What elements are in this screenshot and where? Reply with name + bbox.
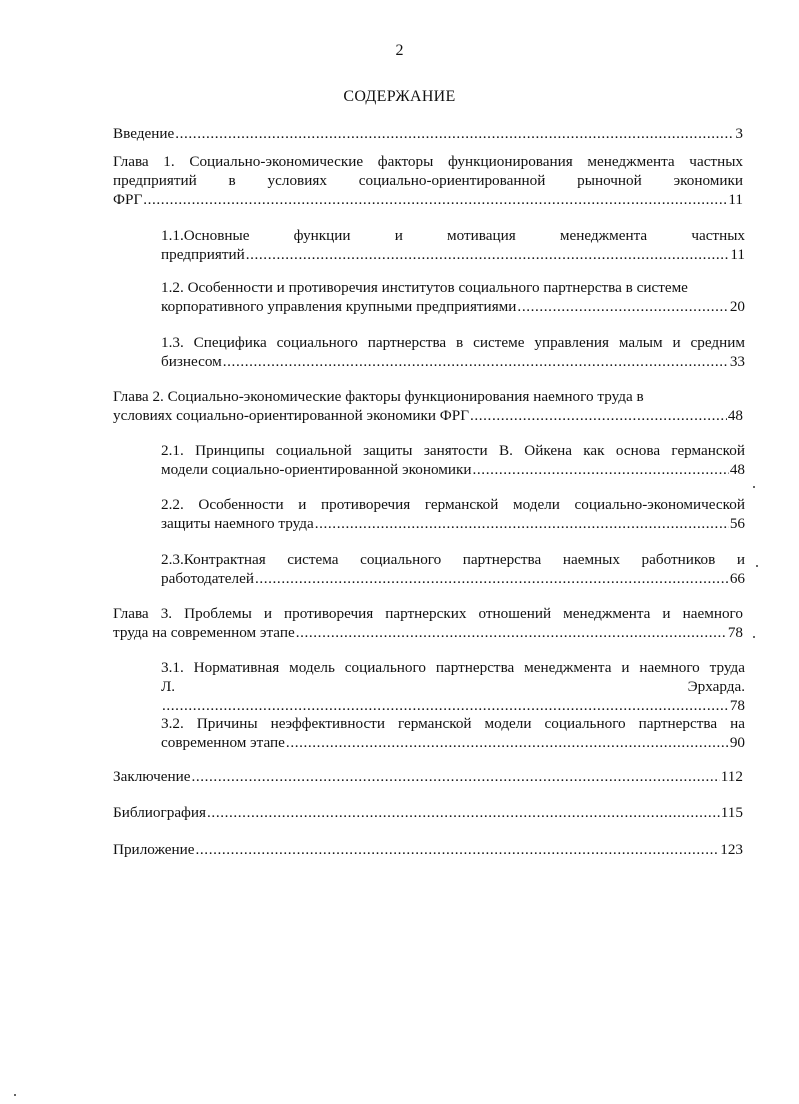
toc-entry-section-3-2 xyxy=(161,714,745,752)
entry-line: 3.1. Нормативная модель социального партнерства менеджмента и наемного труда xyxy=(161,659,745,676)
entry-title: труда на современном этапе xyxy=(113,624,295,641)
dot-leader xyxy=(296,623,727,642)
entry-line: Глава 1. Социально-экономические факторы функционирования менеджмента частных xyxy=(113,153,743,170)
dot-leader xyxy=(473,460,729,479)
toc-entry-conclusion xyxy=(113,767,743,786)
dot-leader xyxy=(162,696,729,715)
entry-page: 20 xyxy=(729,298,745,315)
entry-page: 48 xyxy=(727,407,743,424)
entry-title: Заключение xyxy=(113,768,191,785)
scan-speck xyxy=(756,565,758,567)
entry-line: Глава 3. Проблемы и противоречия партнерских отношений менеджмента и наемного xyxy=(113,605,743,622)
entry-page: 33 xyxy=(729,353,745,370)
dot-leader xyxy=(246,245,730,264)
entry-line: Глава 2. Социально-экономические факторы функционирования наемного труда в xyxy=(113,388,644,405)
toc-entry-section-2-2 xyxy=(161,495,745,533)
dot-leader xyxy=(517,297,728,316)
entry-page: 56 xyxy=(729,515,745,532)
entry-line: 3.2. Причины неэффективности германской модели социального партнерства на xyxy=(161,715,745,732)
entry-page: 78 xyxy=(727,624,743,641)
toc-entry-introduction xyxy=(113,124,743,143)
toc-entry-section-1-1 xyxy=(161,226,745,264)
dot-leader xyxy=(143,190,727,209)
dot-leader xyxy=(207,803,720,822)
toc-entry-chapter-1 xyxy=(113,152,743,209)
toc-entry-section-1-3 xyxy=(161,333,745,371)
entry-title: предприятий xyxy=(161,246,245,263)
entry-line: 1.1.Основные функции и мотивация менеджмента частных xyxy=(161,227,745,244)
entry-line: 1.2. Особенности и противоречия институтов социального партнерства в системе xyxy=(161,279,688,296)
toc-entry-bibliography xyxy=(113,803,743,822)
dot-leader xyxy=(255,569,729,588)
entry-split-line xyxy=(161,677,745,696)
dot-leader xyxy=(175,124,734,143)
entry-line: 2.2. Особенности и противоречия германской модели социально-экономической xyxy=(161,496,745,513)
toc-entry-section-1-2 xyxy=(161,278,745,316)
scan-speck xyxy=(14,1094,16,1096)
page-number: 2 xyxy=(395,42,404,59)
entry-title: бизнесом xyxy=(161,353,222,370)
entry-split-left: Л. xyxy=(161,678,176,695)
entry-title: современном этапе xyxy=(161,734,285,751)
entry-split-right: Эрхарда. xyxy=(687,678,745,695)
dot-leader xyxy=(223,352,729,371)
entry-title: модели социально-ориентированной экономики xyxy=(161,461,472,478)
dot-leader xyxy=(470,406,727,425)
toc-entry-chapter-2 xyxy=(113,387,743,425)
entry-line: 2.1. Принципы социальной защиты занятости В. Ойкена как основа германской xyxy=(161,442,745,459)
entry-title: защиты наемного труда xyxy=(161,515,314,532)
toc-entry-section-3-1 xyxy=(161,658,745,715)
toc-entry-section-2-1 xyxy=(161,441,745,479)
dot-leader xyxy=(196,840,720,859)
entry-line: 1.3. Специфика социального партнерства в системе управления малым и средним xyxy=(161,334,745,351)
toc-entry-section-2-3 xyxy=(161,550,745,588)
entry-title: ФРГ xyxy=(113,191,143,208)
entry-page: 112 xyxy=(720,768,743,785)
dot-leader xyxy=(286,733,729,752)
dot-leader xyxy=(315,514,729,533)
entry-line: предприятий в условиях социально-ориентированной рыночной экономики xyxy=(113,172,743,189)
entry-title: работодателей xyxy=(161,570,254,587)
toc-title: СОДЕРЖАНИЕ xyxy=(343,88,456,105)
entry-title: Введение xyxy=(113,125,175,142)
entry-page: 123 xyxy=(720,841,743,858)
entry-title: Библиография xyxy=(113,804,207,821)
dot-leader xyxy=(191,767,719,786)
scan-speck xyxy=(753,486,755,488)
entry-line: 2.3.Контрактная система социального партнерства наемных работников и xyxy=(161,551,745,568)
entry-title: корпоративного управления крупными предприятиями xyxy=(161,298,517,315)
toc-entry-appendix xyxy=(113,840,743,859)
entry-page: 11 xyxy=(730,246,745,263)
entry-page: 90 xyxy=(729,734,745,751)
entry-page: 78 xyxy=(729,697,745,714)
scan-speck xyxy=(753,636,755,638)
entry-page: 115 xyxy=(720,804,743,821)
entry-page: 3 xyxy=(735,125,743,142)
entry-title: условиях социально-ориентированной экономики ФРГ xyxy=(113,407,469,424)
entry-title: Приложение xyxy=(113,841,195,858)
entry-page: 48 xyxy=(729,461,745,478)
toc-entry-chapter-3 xyxy=(113,604,743,642)
entry-page: 11 xyxy=(728,191,743,208)
entry-page: 66 xyxy=(729,570,745,587)
